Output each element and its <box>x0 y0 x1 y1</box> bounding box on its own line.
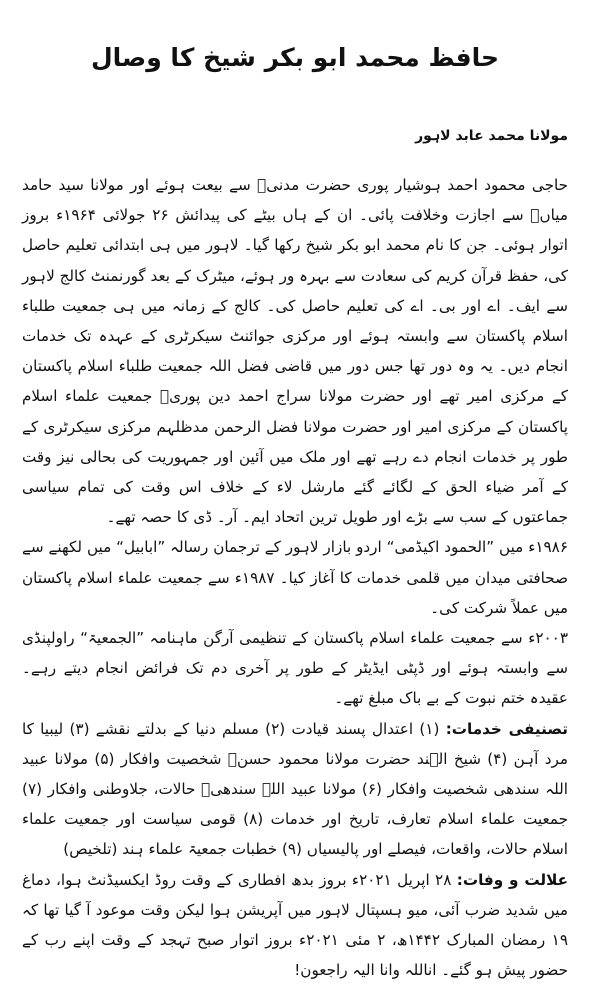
paragraph-writings <box>22 714 568 865</box>
paragraph-death <box>22 865 568 985</box>
author-byline: مولانا محمد عابد لاہور <box>415 128 568 144</box>
paragraph-biography: حاجی محمود احمد ہوشیار پوری حضرت مدنیؒ سے بیعت ہوئے اور مولانا سید حامد میاںؒ سے اجازت وخلافت پائی۔ ان کے ہاں بیٹے کی پیدائش ۲۶ جولائی ۱۹۶۴ء بروز اتوار ہوئی۔ جن کا نام محمد ابو بکر شیخ رکھا گیا۔ لاہور میں ہی ابتدائی تعلیم حاصل کی، حفظ قرآن کریم کی سعادت سے بہرہ ور ہوئے، میٹرک کے بعد گورنمنٹ کالج لاہور سے ایف۔ اے اور بی۔ اے کی تعلیم حاصل کی۔ کالج کے زمانہ میں ہی جمعیت طلباء اسلام پاکستان سے وابستہ ہوئے اور مرکزی جوائنٹ سیکرٹری کے عہدہ تک خدمات انجام دیں۔ یہ وہ دور تھا جس دور میں قاضی فضل اللہ جمعیت طلباء اسلام پاکستان کے مرکزی امیر تھے اور حضرت مولانا سراج احمد دین پوریؒ جمعیت علماء اسلام پاکستان کے مرکزی امیر اور حضرت مولانا فضل الرحمن مدظلہم مرکزی سیکرٹری کے طور پر خدمات انجام دے رہے تھے اور ملک میں آئین اور جمہوریت کی بحالی نیز وقت کے آمر ضیاء الحق کے لگائے گئے مارشل لاء کے خلاف اس وقت کی تمام سیاسی جماعتوں کے سب سے بڑے اور طویل ترین اتحاد ایم۔ آر۔ ڈی کا حصہ تھے۔ <box>22 176 569 527</box>
page-title: حافظ محمد ابو بکر شیخ کا وصال <box>90 43 500 72</box>
death-text: ۲۸ اپریل ۲۰۲۱ء بروز بدھ افطاری کے وقت روڈ ایکسیڈنٹ ہوا، دماغ میں شدید ضرب آئی، میو ہسپتال لاہور میں آپریشن ہوا لیکن وقت موعود آ گیا تھا کہ ۱۹ رمضان المبارک ۱۴۴۲ھ، ۲ مئی ۲۰۲۱ء بروز اتوار صبح تہجد کے وقت اپنے رب کے حضور پیش ہو گئے۔ اناللہ وانا الیہ راجعون! <box>22 870 568 980</box>
writings-list: (۱) اعتدال پسند قیادت (۲) مسلم دنیا کے بدلتے نقشے (۳) لیبیا کا مرد آہن (۴) شیخ الہند حضرت مولانا محمود حسنؒ شخصیت وافکار (۵) مولانا عبید اللہ سندھی شخصیت وافکار (۶) مولانا عبید اللہ سندھیؒ حالات، جلاوطنی وافکار (۷) جمعیت علماء اسلام تعارف، تاریخ اور خدمات (۸) قومی سیاست اور جمعیت علماء اسلام حالات، واقعات، فیصلے اور پالیسیاں (۹) خطبات جمعیۃ علماء ہند (تلخیص) <box>22 719 568 859</box>
article-body <box>22 170 568 985</box>
paragraph-journalism: ۱۹۸۶ء میں ”الحمود اکیڈمی“ اردو بازار لاہور کے ترجمان رسالہ ”ابابیل“ میں لکھنے سے صحافتی میدان میں قلمی خدمات کا آغاز کیا۔ ۱۹۸۷ء سے جمعیت علماء اسلام پاکستان میں عملاً شرکت کی۔ <box>22 538 568 617</box>
paragraph-aljamiat: ۲۰۰۳ء سے جمعیت علماء اسلام پاکستان کے تنظیمی آرگن ماہنامہ ”الجمعیۃ“ راولپنڈی سے وابستہ ہوئے اور ڈپٹی ایڈیٹر کے طور پر آخری دم تک فرائض انجام دیتے رہے۔ عقیدہ ختم نبوت کے بے باک مبلغ تھے۔ <box>22 629 568 708</box>
writings-heading: تصنیفی خدمات: <box>445 719 568 738</box>
death-heading: علالت و وفات: <box>456 870 569 889</box>
